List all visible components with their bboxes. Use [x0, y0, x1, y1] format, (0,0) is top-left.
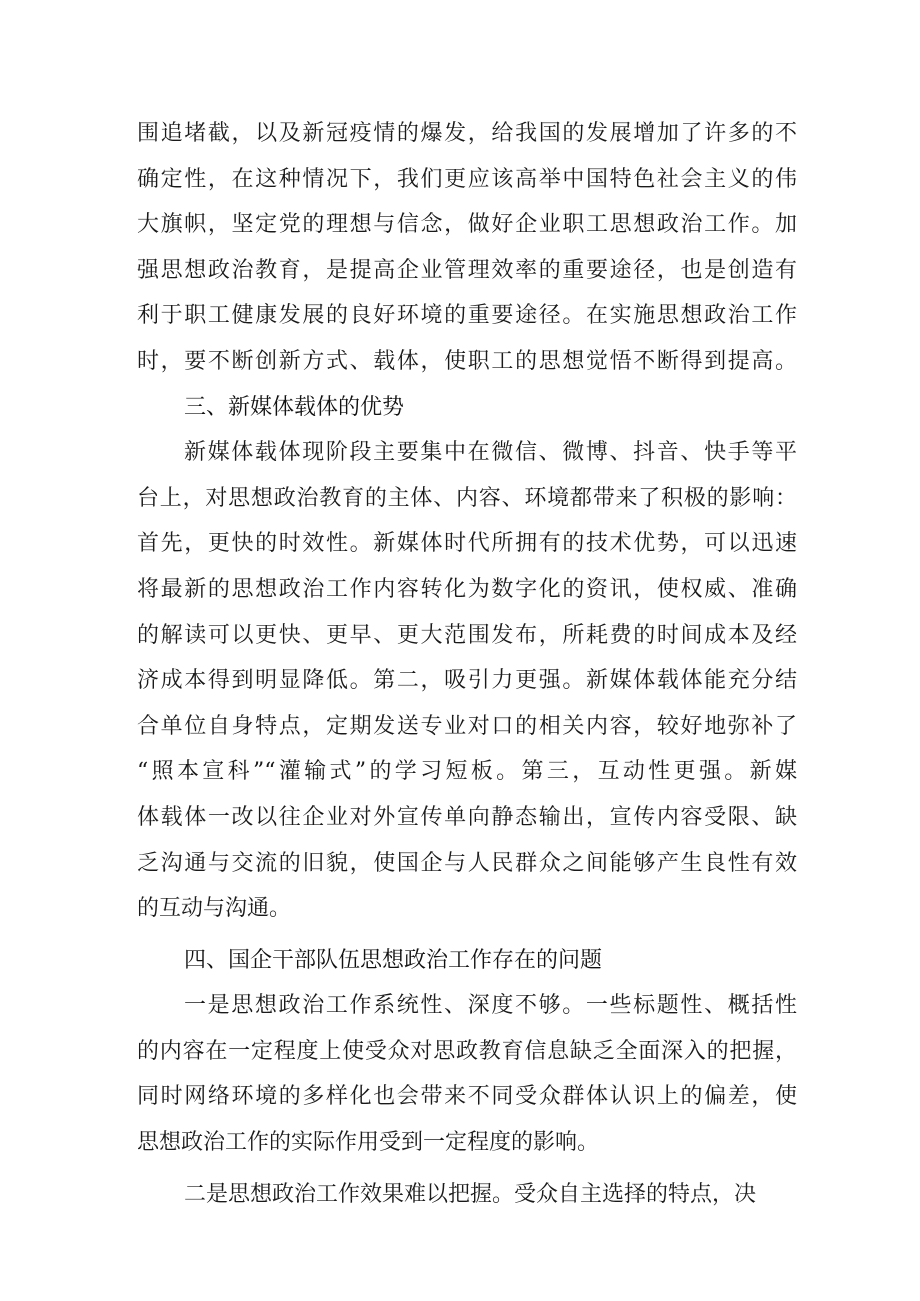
text-line: 时，要不断创新方式、载体，使职工的思想觉悟不断得到提高。 [137, 348, 797, 374]
text-line: 体载体一改以往企业对外宣传单向静态输出，宣传内容受限、缺 [137, 804, 797, 830]
paragraph [137, 111, 797, 385]
paragraph [137, 430, 797, 932]
text-line: 大旗帜，坚定党的理想与信念，做好企业职工思想政治工作。加 [137, 212, 797, 238]
text-line: 合单位自身特点，定期发送专业对口的相关内容，较好地弥补了 [137, 713, 797, 739]
text-line: 台上，对思想政治教育的主体、内容、环境都带来了积极的影响： [137, 485, 797, 511]
text-line: 确定性，在这种情况下，我们更应该高举中国特色社会主义的伟 [137, 166, 797, 192]
text-line: “照本宣科”“灌输式”的学习短板。第三，互动性更强。新媒 [137, 759, 797, 785]
paragraph [137, 983, 797, 1165]
text-line: 利于职工健康发展的良好环境的重要途径。在实施思想政治工作 [137, 303, 797, 329]
section-heading: 三、新媒体载体的优势 [184, 394, 405, 420]
text-line: 首先，更快的时效性。新媒体时代所拥有的技术优势，可以迅速 [137, 531, 797, 557]
text-line: 强思想政治教育，是提高企业管理效率的重要途径，也是创造有 [137, 257, 797, 283]
text-line: 济成本得到明显降低。第二，吸引力更强。新媒体载体能充分结 [137, 668, 797, 694]
text-line: 围追堵截，以及新冠疫情的爆发，给我国的发展增加了许多的不 [137, 121, 797, 146]
text-line: 思想政治工作的实际作用受到一定程度的影响。 [137, 1130, 600, 1156]
text-line: 二是思想政治工作效果难以把握。受众自主选择的特点，决 [184, 1181, 757, 1207]
text-line: 同时网络环境的多样化也会带来不同受众群体认识上的偏差，使 [137, 1084, 797, 1110]
text-line: 的互动与沟通。 [137, 896, 292, 922]
text-line: 一是思想政治工作系统性、深度不够。一些标题性、概括性 [184, 993, 797, 1019]
paragraph [137, 1172, 797, 1218]
text-line: 的解读可以更快、更早、更大范围发布，所耗费的时间成本及经 [137, 622, 797, 648]
section-heading: 四、国企干部队伍思想政治工作存在的问题 [184, 947, 603, 973]
text-line: 新媒体载体现阶段主要集中在微信、微博、抖音、快手等平 [184, 440, 797, 466]
text-line: 的内容在一定程度上使受众对思政教育信息缺乏全面深入的把握， [137, 1038, 797, 1064]
text-line: 乏沟通与交流的旧貌，使国企与人民群众之间能够产生良性有效 [137, 850, 797, 876]
document-body [137, 111, 797, 1217]
text-line: 将最新的思想政治工作内容转化为数字化的资讯，使权威、准确 [137, 576, 797, 602]
